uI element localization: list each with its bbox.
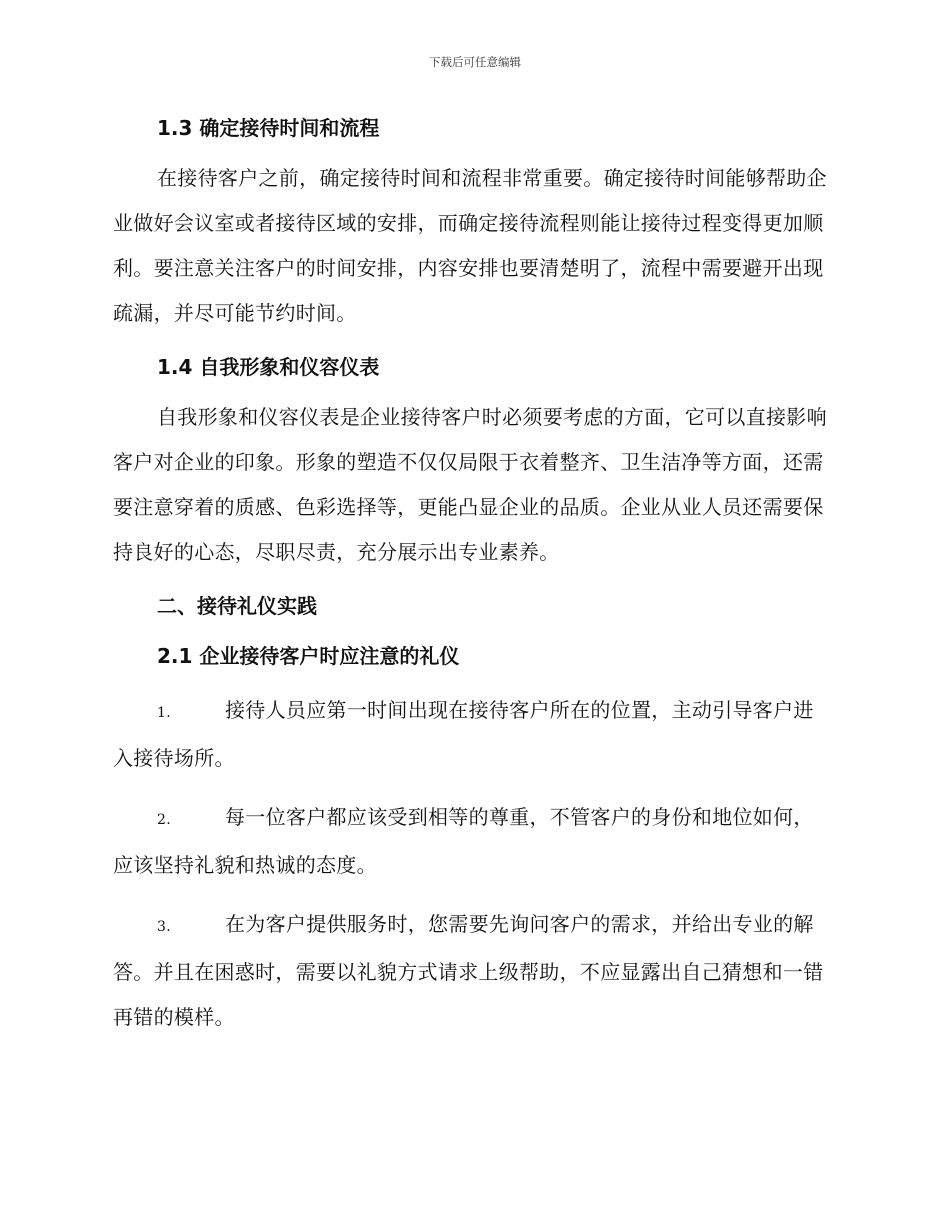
list-item (113, 902, 831, 1040)
section-heading-2: 二、接待礼仪实践 (157, 594, 317, 618)
list-item-text: 接待人员应第一时间出现在接待客户所在的位置，主动引导客户进入接待场所。 (113, 698, 814, 770)
list-item-text: 在为客户提供服务时，您需要先询问客户的需求，并给出专业的解答。并且在困惑时，需要以礼貌方式请求上级帮助，不应显露出自己猜想和一错再错的模样。 (113, 912, 824, 1029)
list-item-number: 2. (157, 812, 171, 828)
list-item (113, 795, 831, 888)
section-paragraph-1-3: 在接待客户之前，确定接待时间和流程非常重要。确定接待时间能够帮助企业做好会议室或者接待区域的安排，而确定接待流程则能让接待过程变得更加顺利。要注意关注客户的时间安排，内容安排也要清楚明了，流程中需要避开出现疏漏，并尽可能节约时间。 (113, 166, 827, 325)
section-heading-1-4: 1.4 自我形象和仪容仪表 (157, 355, 380, 379)
document-content (113, 110, 831, 1040)
section-paragraph-1-4: 自我形象和仪容仪表是企业接待客户时必须要考虑的方面，它可以直接影响客户对企业的印象。形象的塑造不仅仅局限于衣着整齐、卫生洁净等方面，还需要注意穿着的质感、色彩选择等，更能凸显企业的品质。企业从业人员还需要保持良好的心态，尽职尽责，充分展示出专业素养。 (113, 405, 827, 564)
list-item-number: 1. (157, 705, 171, 721)
list-item (113, 688, 831, 781)
list-item-number: 3. (157, 919, 171, 935)
section-heading-2-1: 2.1 企业接待客户时应注意的礼仪 (157, 644, 460, 668)
section-heading-1-3: 1.3 确定接待时间和流程 (157, 116, 380, 140)
list-item-text: 每一位客户都应该受到相等的尊重，不管客户的身份和地位如何，应该坚持礼貌和热诚的态度。 (113, 805, 814, 877)
page-header: 下载后可任意编辑 (429, 55, 521, 69)
